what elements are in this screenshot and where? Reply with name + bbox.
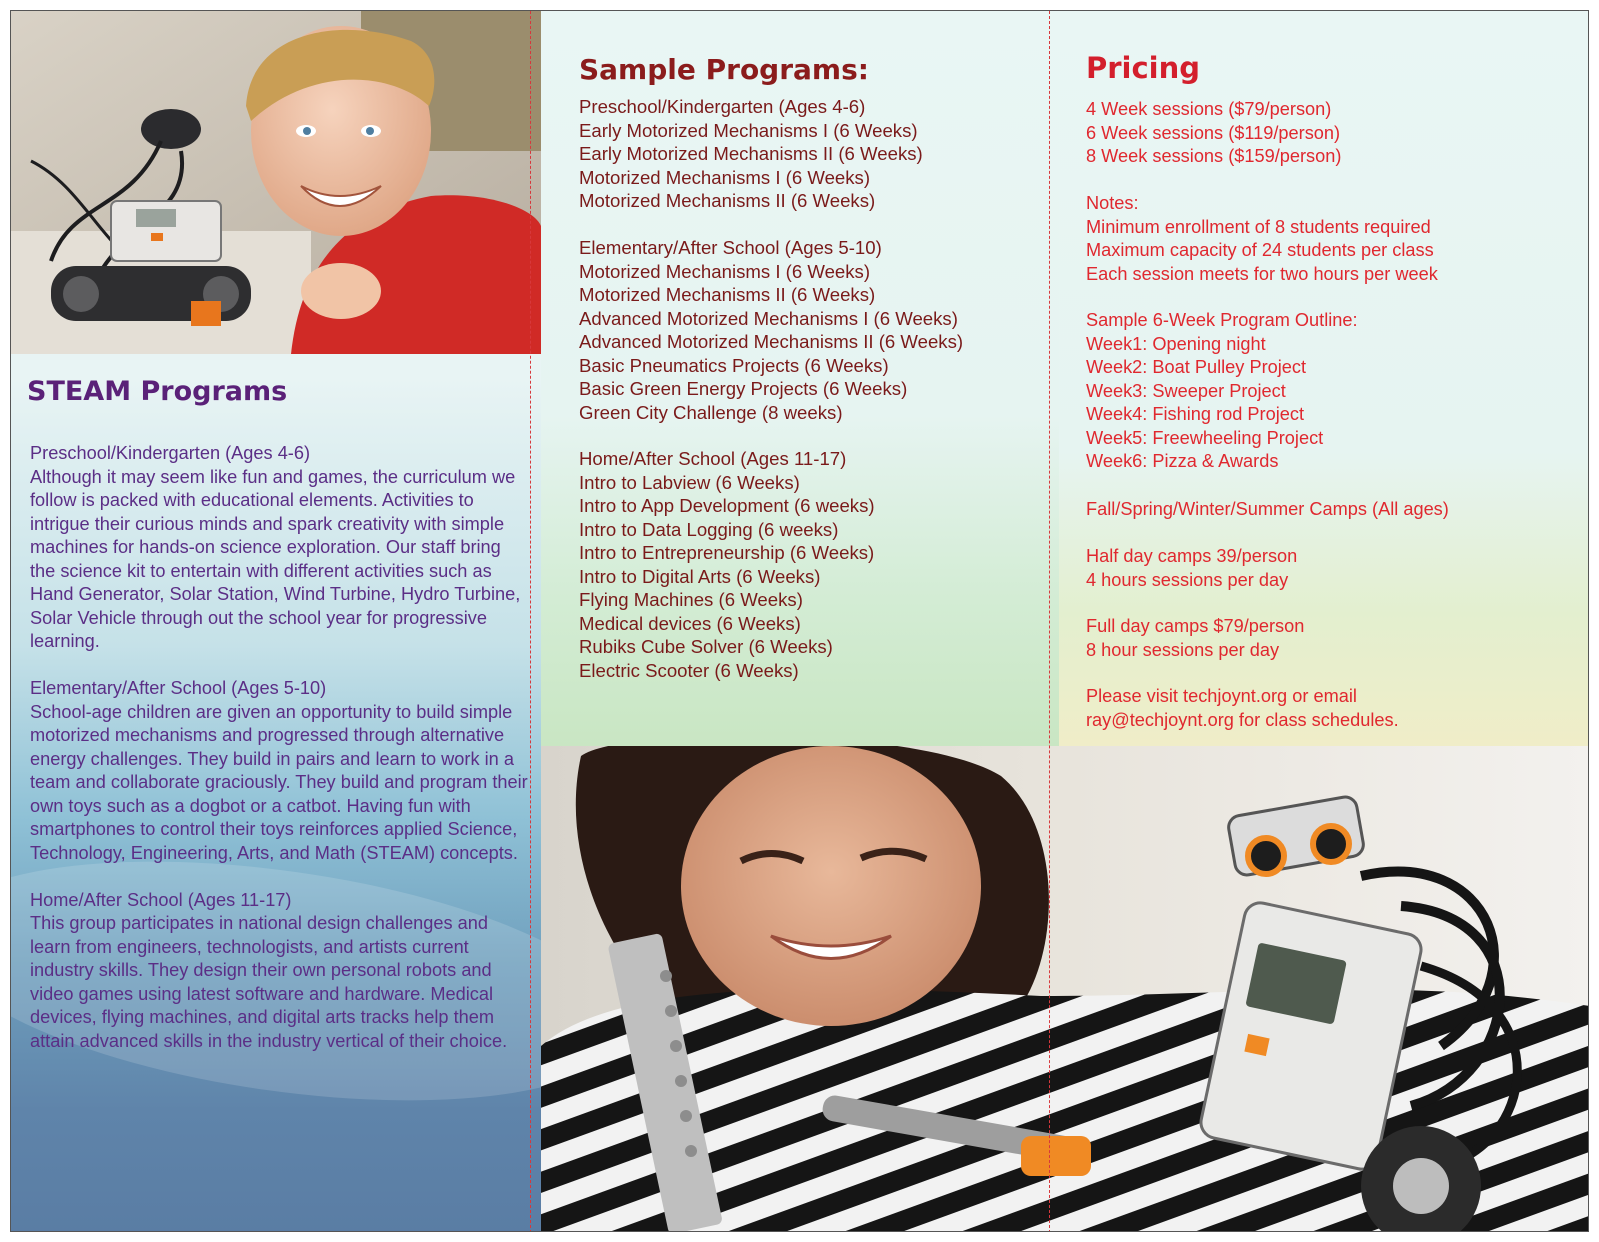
right-panel bbox=[1059, 11, 1589, 746]
list-item: Basic Pneumatics Projects (6 Weeks) bbox=[579, 354, 889, 376]
contact-info bbox=[1086, 685, 1399, 732]
list-item: Intro to Data Logging (6 weeks) bbox=[579, 518, 839, 540]
list-item: Early Motorized Mechanisms II (6 Weeks) bbox=[579, 143, 923, 164]
pricing-title: Pricing bbox=[1086, 51, 1201, 85]
steam-programs-title: STEAM Programs bbox=[27, 376, 288, 407]
list-item: Week5: Freewheeling Project bbox=[1086, 427, 1324, 448]
list-item: Minimum enrollment of 8 students required bbox=[1086, 216, 1431, 237]
home-heading: Home/After School (Ages 11-17) bbox=[30, 889, 292, 910]
list-item: 8 Week sessions ($159/person) bbox=[1086, 146, 1342, 166]
list-item: Medical devices (6 Weeks) bbox=[579, 612, 801, 634]
brochure bbox=[10, 10, 1589, 1232]
list-item: Advanced Motorized Mechanisms I (6 Weeks) bbox=[579, 307, 958, 329]
list-item: Maximum capacity of 24 students per class bbox=[1086, 240, 1434, 260]
group-heading: Home/After School (Ages 11-17) bbox=[579, 448, 847, 469]
list-item: Early Motorized Mechanisms I (6 Weeks) bbox=[579, 119, 918, 141]
list-item: Week3: Sweeper Project bbox=[1086, 380, 1286, 401]
preschool-heading: Preschool/Kindergarten (Ages 4-6) bbox=[30, 443, 311, 463]
elementary-heading: Elementary/After School (Ages 5-10) bbox=[30, 678, 327, 698]
list-item: Rubiks Cube Solver (6 Weeks) bbox=[579, 636, 833, 657]
list-item: Flying Machines (6 Weeks) bbox=[579, 589, 803, 610]
list-item: Motorized Mechanisms I (6 Weeks) bbox=[579, 260, 871, 282]
preschool-program-list bbox=[579, 95, 923, 213]
list-item: Each session meets for two hours per week bbox=[1086, 263, 1438, 284]
preschool-text: Although it may seem like fun and games, the curriculum we follow is packed with educational elements. Activities to intrigue their curious minds and spark creativity with simple machines for hands-on science exploration. Our staff bring the science kit to entertain with different activities such as Hand Generator, Solar Station, Wind Turbine, Hydro Turbine, Solar Vehicle through out the school year for progressive learning. bbox=[30, 466, 521, 651]
list-item: Basic Green Energy Projects (6 Weeks) bbox=[579, 378, 908, 399]
list-item: Intro to App Development (6 weeks) bbox=[579, 495, 875, 516]
home-description bbox=[30, 889, 530, 1054]
fold-line-right bbox=[1049, 11, 1050, 1232]
camps-heading: Fall/Spring/Winter/Summer Camps (All ages) bbox=[1086, 499, 1449, 519]
home-program-list bbox=[579, 447, 875, 682]
list-item: Advanced Motorized Mechanisms II (6 Weeks) bbox=[579, 331, 964, 352]
list-item: Week4: Fishing rod Project bbox=[1086, 404, 1305, 424]
list-item: Half day camps 39/person bbox=[1086, 546, 1298, 566]
list-item: Motorized Mechanisms I (6 Weeks) bbox=[579, 166, 871, 188]
full-day-camps bbox=[1086, 615, 1304, 662]
list-item: Intro to Labview (6 Weeks) bbox=[579, 471, 800, 493]
list-item: Week6: Pizza & Awards bbox=[1086, 451, 1279, 471]
half-day-camps bbox=[1086, 545, 1297, 592]
steam-programs-body bbox=[30, 442, 530, 1077]
list-item: 6 Week sessions ($119/person) bbox=[1086, 122, 1341, 143]
left-panel bbox=[11, 11, 542, 1232]
list-item: Motorized Mechanisms II (6 Weeks) bbox=[579, 284, 876, 305]
program-outline-list bbox=[1086, 309, 1358, 474]
elementary-text: School-age children are given an opportunity to build simple motorized mechanisms and progressed through alternative energy challenges. They build in pairs and learn to work in a team and collaborate graciously. They build and program their own toys such as a dogbot or a catbot. Having fun with smartphones to control their toys reinforces applied Science, Technology, Engineering, Arts, and Math (STEAM) concepts. bbox=[30, 701, 528, 863]
list-item: Intro to Entrepreneurship (6 Weeks) bbox=[579, 542, 875, 563]
list-item: Electric Scooter (6 Weeks) bbox=[579, 659, 799, 681]
list-item: Green City Challenge (8 weeks) bbox=[579, 401, 843, 423]
group-heading: Preschool/Kindergarten (Ages 4-6) bbox=[579, 96, 866, 117]
elementary-description bbox=[30, 677, 530, 865]
fold-line-left bbox=[530, 11, 531, 1232]
list-item: Week1: Opening night bbox=[1086, 333, 1266, 354]
sample-programs-title: Sample Programs: bbox=[579, 53, 869, 86]
group-heading: Elementary/After School (Ages 5-10) bbox=[579, 237, 882, 258]
list-item: Intro to Digital Arts (6 Weeks) bbox=[579, 565, 821, 587]
notes-heading: Notes: bbox=[1086, 193, 1139, 213]
list-item: Motorized Mechanisms II (6 Weeks) bbox=[579, 190, 876, 211]
list-item: 8 hour sessions per day bbox=[1086, 639, 1280, 660]
preschool-description bbox=[30, 442, 530, 654]
middle-panel bbox=[541, 11, 1061, 746]
list-item: 4 hours sessions per day bbox=[1086, 569, 1289, 590]
list-item: 4 Week sessions ($79/person) bbox=[1086, 99, 1332, 119]
outline-heading: Sample 6-Week Program Outline: bbox=[1086, 310, 1358, 330]
boy-with-robot-photo bbox=[11, 11, 542, 354]
home-text: This group participates in national design challenges and learn from engineers, technologists, and artists current industry skills. They design their own personal robots and video games using latest software and hardware. Medical devices, flying machines, and digital arts tracks help them attain advanced skills in the industry vertical of their choice. bbox=[30, 913, 508, 1051]
session-pricing-list bbox=[1086, 98, 1341, 169]
list-item: ray@techjoynt.org for class schedules. bbox=[1086, 709, 1399, 730]
camps-list bbox=[1086, 498, 1449, 522]
elementary-program-list bbox=[579, 236, 963, 424]
list-item: Full day camps $79/person bbox=[1086, 616, 1305, 636]
notes-list bbox=[1086, 192, 1438, 286]
girl-with-robot-photo bbox=[541, 746, 1589, 1232]
list-item: Week2: Boat Pulley Project bbox=[1086, 357, 1307, 377]
list-item: Please visit techjoynt.org or email bbox=[1086, 686, 1357, 706]
